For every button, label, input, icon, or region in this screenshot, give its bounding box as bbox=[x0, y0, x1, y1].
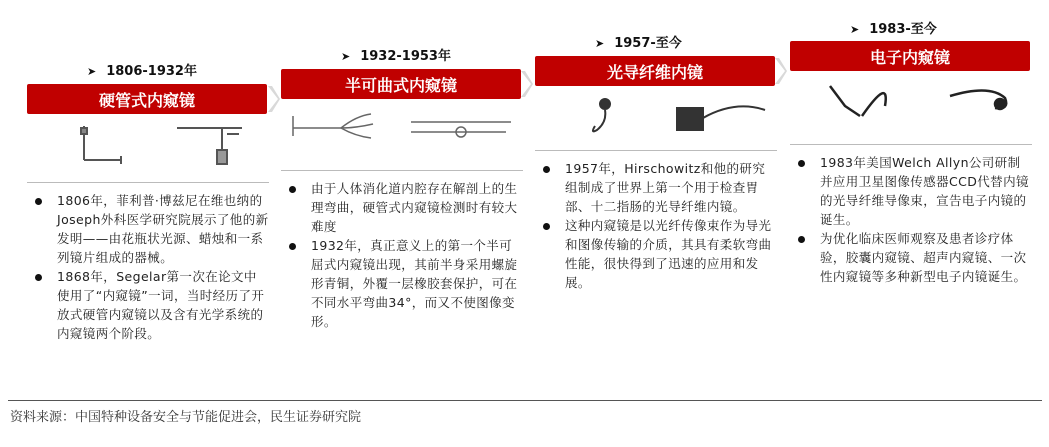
bullet-dot bbox=[798, 236, 805, 243]
bullet-item: 1806年，菲利普·博兹尼在维也纳的Joseph外科医学研究院展示了他的新发明——由花瓶状光源、蜡烛和一系列镜片组成的器械。 bbox=[27, 191, 269, 267]
stage-title-banner: 电子内窥镜 bbox=[790, 41, 1030, 71]
arrow-icon: ➤ bbox=[341, 50, 351, 63]
arrow-icon: ➤ bbox=[595, 37, 605, 50]
bullet-dot bbox=[543, 166, 550, 173]
divider bbox=[8, 400, 1042, 401]
bullet-dot bbox=[35, 198, 42, 205]
semi-flexible-endoscope-image bbox=[281, 106, 521, 156]
rigid-endoscope-image bbox=[27, 120, 267, 170]
fiber-optic-endoscope-image bbox=[535, 90, 775, 140]
stage-title-banner: 硬管式内窥镜 bbox=[27, 84, 267, 114]
bullet-item: 为优化临床医师观察及患者诊疗体验，胶囊内窥镜、超声内窥镜、一次性内窥镜等多种新型电子内镜诞生。 bbox=[790, 229, 1032, 286]
bullet-item: 这种内窥镜是以光纤传像束作为导光和图像传输的介质，其具有柔软弯曲性能，很快得到了迅速的应用和发展。 bbox=[535, 216, 777, 292]
bullet-dot bbox=[798, 160, 805, 167]
chevron-right-icon bbox=[519, 69, 533, 99]
electronic-endoscope-image bbox=[790, 76, 1030, 126]
source-note: 资料来源：中国特种设备安全与节能促进会，民生证券研究院 bbox=[10, 410, 362, 425]
bullet-dot bbox=[289, 243, 296, 250]
stage-title-banner: 光导纤维内镜 bbox=[535, 56, 775, 86]
stage-description bbox=[535, 150, 777, 292]
arrow-icon: ➤ bbox=[87, 65, 97, 78]
bullet-item: 1932年，真正意义上的第一个半可屈式内窥镜出现，其前半身采用螺旋形青铜，外覆一层橡胶套保护，可在不同水平弯曲34°，而又不使图像变形。 bbox=[281, 236, 523, 331]
bullet-item: 由于人体消化道内腔存在解剖上的生理弯曲，硬管式内窥镜检测时有较大难度 bbox=[281, 179, 523, 236]
period-label: ➤ 1806-1932年 bbox=[87, 64, 197, 79]
chevron-right-icon bbox=[266, 84, 280, 114]
period-label: ➤ 1983-至今 bbox=[850, 22, 937, 37]
bullet-item: 1983年美国Welch Allyn公司研制并应用卫星图像传感器CCD代替内镜的光导纤维导像束，宣告电子内镜的诞生。 bbox=[790, 153, 1032, 229]
bullet-item: 1868年，Segelar第一次在论文中使用了“内窥镜”一词，当时经历了开放式硬管内窥镜以及含有光学系统的内窥镜两个阶段。 bbox=[27, 267, 269, 343]
stage-description bbox=[790, 144, 1032, 286]
stage-description bbox=[27, 182, 269, 343]
stage-title-banner: 半可曲式内窥镜 bbox=[281, 69, 521, 99]
bullet-item: 1957年，Hirschowitz和他的研究组制成了世界上第一个用于检查胃部、十二指肠的光导纤维内镜。 bbox=[535, 159, 777, 216]
bullet-dot bbox=[35, 274, 42, 281]
bullet-dot bbox=[289, 186, 296, 193]
period-label: ➤ 1932-1953年 bbox=[341, 49, 451, 64]
bullet-dot bbox=[543, 223, 550, 230]
arrow-icon: ➤ bbox=[850, 23, 860, 36]
period-label: ➤ 1957-至今 bbox=[595, 36, 682, 51]
chevron-right-icon bbox=[773, 56, 787, 86]
stage-description bbox=[281, 170, 523, 331]
